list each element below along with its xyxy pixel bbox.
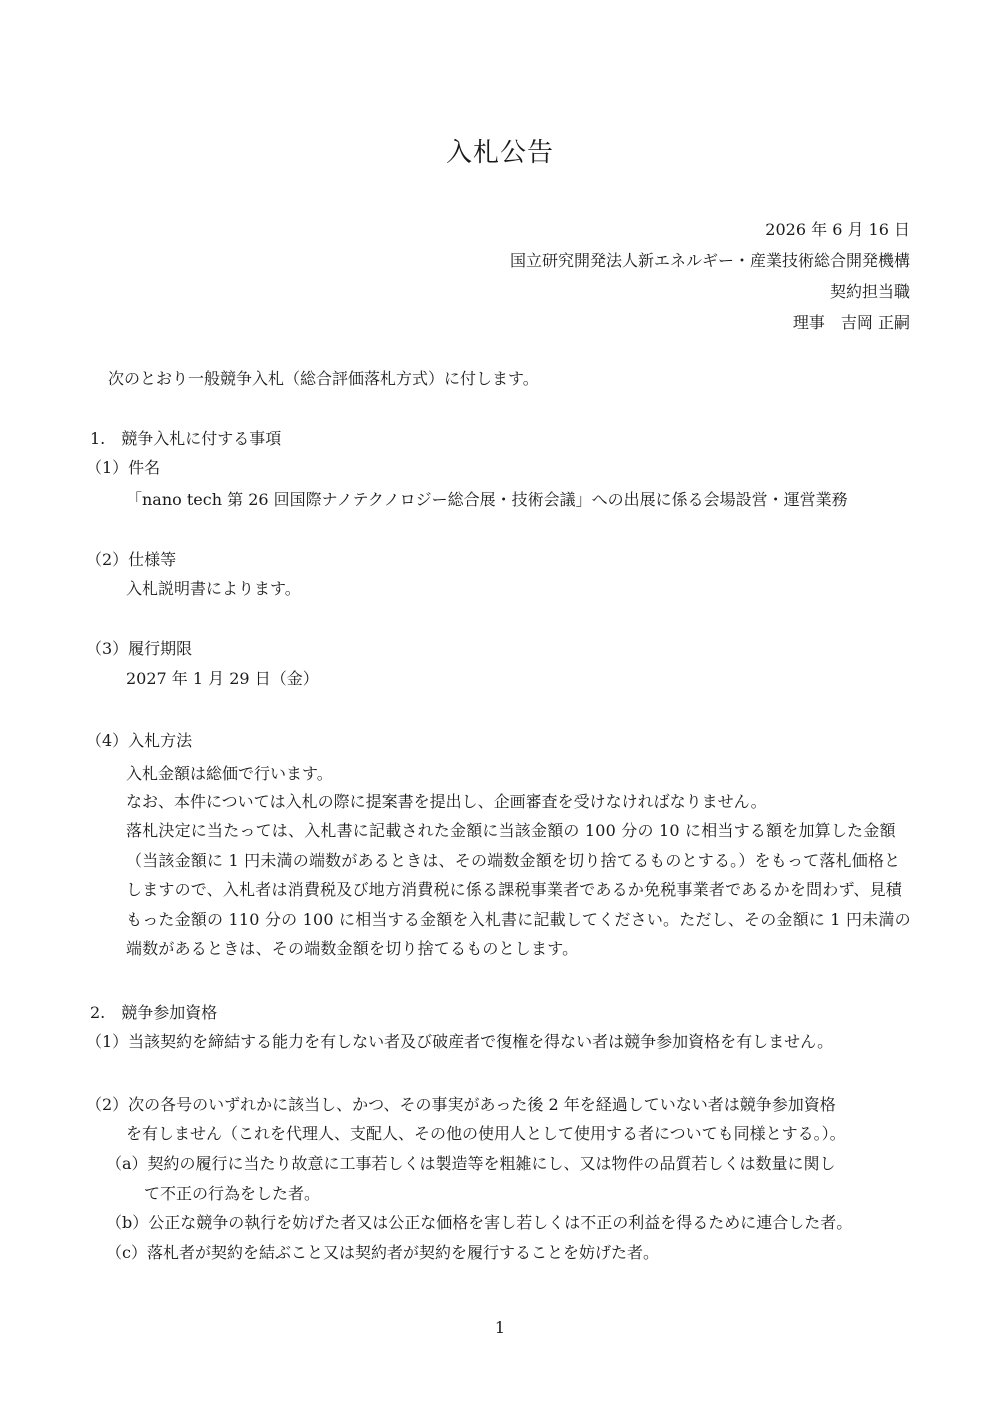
section2-item1: （1）当該契約を締結する能力を有しない者及び破産者で復権を得ない者は競争参加資格を有しません。 xyxy=(86,1032,834,1051)
section1-item2-text: 入札説明書によります。 xyxy=(126,579,301,598)
intro-text: 次のとおり一般競争入札（総合評価落札方式）に付します。 xyxy=(108,369,539,388)
section2-sub-a-line2: て不正の行為をした者。 xyxy=(144,1184,321,1203)
section2-item2-line1: （2）次の各号のいずれかに該当し、かつ、その事実があった後 2 年を経過していない者は競争参加資格 xyxy=(86,1095,836,1114)
contracting-officer-title: 契約担当職 xyxy=(829,282,910,301)
section1-item2-label: （2）仕様等 xyxy=(86,550,177,569)
issuer-block xyxy=(510,214,910,338)
section1-item3-text: 2027 年 1 月 29 日（金） xyxy=(126,669,319,688)
organization-name: 国立研究開発法人新エネルギー・産業技術総合開発機構 xyxy=(509,251,910,270)
section1-item1-text: 「nano tech 第 26 回国際ナノテクノロジー総合展・技術会議」への出展に係る会場設営・運営業務 xyxy=(126,490,848,509)
section2-sub-c: （c）落札者が契約を結ぶこと又は契約者が契約を履行することを妨げた者。 xyxy=(106,1243,659,1262)
section2-heading: 2. 競争参加資格 xyxy=(90,1003,218,1022)
section1-item4-label: （4）入札方法 xyxy=(86,731,193,750)
section1-item4-paragraph: 落札決定に当たっては、入札書に記載された金額に当該金額の 100 分の 10 に相当する額を加算した金額（当該金額に 1 円未満の端数があるときは、その端数金額を切り捨てるものとする。）をもって落札価格としますので、入札者は消費税及び地方消費税に係る課税事業者であるか免税事業者であるかを問わず、見積もった金額の 110 分の 100 に相当する金額を入札書に記載してください。ただし、その金額に 1 円未満の端数があるときは、その端数金額を切り捨てるものとします。 xyxy=(126,821,911,958)
section2-sub-a-line1: （a）契約の履行に当たり故意に工事若しくは製造等を粗雑にし、又は物件の品質若しくは数量に関し xyxy=(106,1154,836,1173)
section1-heading: 1. 競争入札に付する事項 xyxy=(90,429,282,448)
section1-item3-label: （3）履行期限 xyxy=(86,639,193,658)
section1-item4-line2: なお、本件については入札の際に提案書を提出し、企画審査を受けなければなりません。 xyxy=(126,792,767,811)
issue-date: 2026 年 6 月 16 日 xyxy=(765,220,910,239)
signatory-name: 理事 吉岡 正嗣 xyxy=(792,313,910,332)
section1-item4-line1: 入札金額は総価で行います。 xyxy=(126,764,333,783)
page-number: 1 xyxy=(494,1318,506,1337)
section2-sub-b: （b）公正な競争の執行を妨げた者又は公正な価格を害し若しくは不正の利益を得るために連合した者。 xyxy=(106,1213,853,1232)
section2-item2-line2: を有しません（これを代理人、支配人、その他の使用人として使用する者についても同様とする。）。 xyxy=(126,1124,846,1143)
section1-item1-label: （1）件名 xyxy=(86,458,161,477)
page-title: 入札公告 xyxy=(445,138,554,168)
